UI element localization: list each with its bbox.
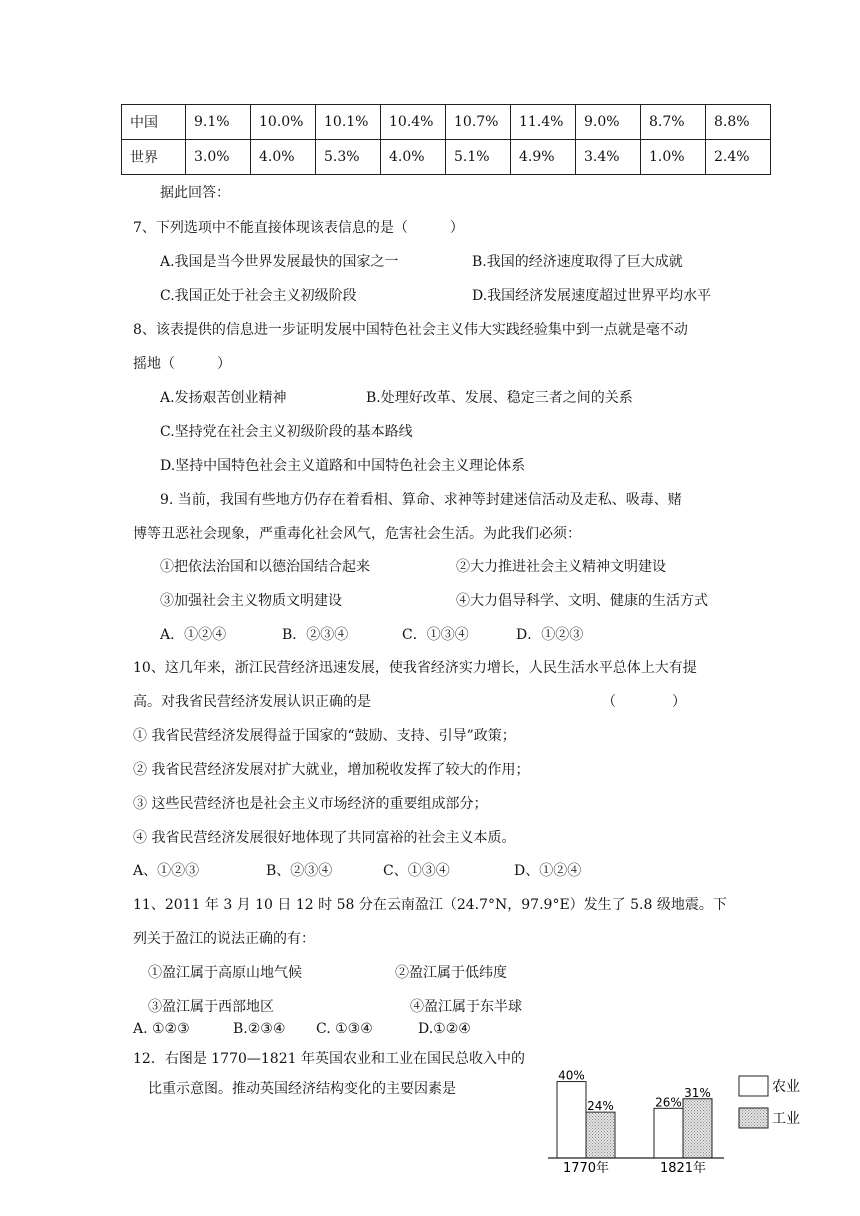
industry-data-label-0: 24% (587, 1099, 614, 1114)
q10-option-d: D、①②④ (514, 863, 582, 879)
table-cell: 11.4% (511, 105, 576, 140)
q9-stem-line2: 博等丑恶社会现象，严重毒化社会风气，危害社会生活。为此我们必须： (133, 526, 581, 542)
q11-statement-1: ①盈江属于高原山地气候 (148, 965, 302, 981)
q9-option-b: B．②③④ (282, 627, 349, 643)
table-cell: 1.0% (641, 140, 706, 175)
q8-option-c: C.坚持党在社会主义初级阶段的基本路线 (160, 424, 413, 440)
q8-option-a: A.发扬艰苦创业精神 (160, 390, 287, 406)
category-label-0: 1770年 (562, 1161, 610, 1176)
q11-statement-4: ④盈江属于东半球 (410, 999, 522, 1015)
q11-option-b: B.②③④ (233, 1021, 286, 1037)
table-row (122, 105, 771, 140)
table-row-label: 世界 (122, 140, 186, 175)
q11-statement-2: ②盈江属于低纬度 (395, 965, 507, 981)
q10-option-a: A、①②③ (133, 863, 200, 879)
q9-statement-4: ④大力倡导科学、文明、健康的生活方式 (456, 593, 708, 609)
category-label-1: 1821年 (659, 1161, 707, 1176)
legend-label-industry: 工业 (772, 1111, 800, 1127)
table-cell: 9.1% (186, 105, 251, 140)
table-row (122, 140, 771, 175)
q9-option-a: A．①②④ (160, 627, 227, 643)
table-cell: 3.4% (576, 140, 641, 175)
q9-statement-1: ①把依法治国和以德治国结合起来 (160, 559, 370, 575)
table-cell: 3.0% (186, 140, 251, 175)
q9-statement-2: ②大力推进社会主义精神文明建设 (456, 559, 666, 575)
table-cell: 10.7% (446, 105, 511, 140)
q10-answer-paren: （ ） (602, 694, 686, 710)
industry-data-label-1: 31% (684, 1085, 711, 1100)
growth-rate-table (121, 104, 771, 175)
q9-statement-3: ③加强社会主义物质文明建设 (160, 593, 342, 609)
table-cell: 10.0% (251, 105, 316, 140)
table-cell: 5.1% (446, 140, 511, 175)
table-cell: 4.0% (381, 140, 446, 175)
q10-statement-2: ② 我省民营经济发展对扩大就业，增加税收发挥了较大的作用； (133, 762, 530, 778)
q9-option-d: D．①②③ (516, 627, 584, 643)
q11-option-a: A. ①②③ (133, 1021, 190, 1037)
q10-option-c: C、①③④ (383, 863, 450, 879)
q11-option-c: C. ①③④ (316, 1021, 373, 1037)
table-cell: 4.9% (511, 140, 576, 175)
agriculture-bar-1 (654, 1108, 683, 1158)
q10-statement-4: ④ 我省民营经济发展很好地体现了共同富裕的社会主义本质。 (133, 830, 516, 846)
q8-stem-line2: 摇地（ ） (133, 356, 231, 372)
q7-option-b: B.我国的经济速度取得了巨大成就 (472, 254, 683, 270)
q8-option-b: B.处理好改革、发展、稳定三者之间的关系 (366, 390, 633, 406)
table-cell: 9.0% (576, 105, 641, 140)
q8-option-d: D.坚持中国特色社会主义道路和中国特色社会主义理论体系 (160, 458, 526, 474)
q11-stem-line1: 11、2011 年 3 月 10 日 12 时 58 分在云南盈江（24.7°N，97.9°E）发生了 5.8 级地震。下 (133, 897, 727, 913)
q11-option-d: D.①②④ (418, 1021, 471, 1037)
intro-text: 据此回答： (160, 185, 230, 201)
table-cell: 8.8% (706, 105, 771, 140)
q9-option-c: C．①③④ (402, 627, 469, 643)
q11-stem-line2: 列关于盈江的说法正确的有： (133, 931, 315, 947)
q10-stem-line2: 高。对我省民营经济发展认识正确的是 (133, 694, 371, 710)
industry-bar-0 (586, 1112, 615, 1158)
q10-option-b: B、②③④ (266, 863, 333, 879)
q10-statement-1: ① 我省民营经济发展得益于国家的“鼓励、支持、引导”政策； (133, 728, 516, 744)
table-cell: 8.7% (641, 105, 706, 140)
q7-option-d: D.我国经济发展速度超过世界平均水平 (472, 288, 712, 304)
industry-bar-1 (683, 1099, 712, 1158)
q10-stem-line1: 10、这几年来，浙江民营经济迅速发展，使我省经济实力增长，人民生活水平总体上大有提 (133, 660, 697, 676)
agriculture-industry-chart (538, 1062, 810, 1212)
q10-statement-3: ③ 这些民营经济也是社会主义市场经济的重要组成部分； (133, 796, 488, 812)
q8-stem-line1: 8、该表提供的信息进一步证明发展中国特色社会主义伟大实践经验集中到一点就是毫不动 (133, 322, 688, 338)
agriculture-data-label-0: 40% (558, 1068, 585, 1083)
q12-stem-line1: 12．右图是 1770—1821 年英国农业和工业在国民总收入中的 (133, 1051, 525, 1067)
q7-option-c: C.我国正处于社会主义初级阶段 (160, 288, 357, 304)
q7-stem: 7、下列选项中不能直接体现该表信息的是（ ） (133, 220, 464, 236)
table-cell: 10.1% (316, 105, 381, 140)
q7-option-a: A.我国是当今世界发展最快的国家之一 (160, 254, 399, 270)
q9-stem-line1: 9. 当前，我国有些地方仍存在着看相、算命、求神等封建迷信活动及走私、吸毒、赌 (160, 492, 682, 508)
q11-statement-3: ③盈江属于西部地区 (148, 999, 274, 1015)
q12-stem-line2: 比重示意图。推动英国经济结构变化的主要因素是 (148, 1081, 456, 1097)
table-cell: 4.0% (251, 140, 316, 175)
table-row-label: 中国 (122, 105, 186, 140)
agriculture-data-label-1: 26% (655, 1095, 682, 1110)
table-cell: 5.3% (316, 140, 381, 175)
table-cell: 10.4% (381, 105, 446, 140)
table-cell: 2.4% (706, 140, 771, 175)
legend-label-agriculture: 农业 (772, 1079, 800, 1095)
agriculture-bar-0 (557, 1082, 586, 1158)
legend-swatch-industry (739, 1108, 768, 1128)
legend-swatch-agriculture (739, 1076, 768, 1096)
